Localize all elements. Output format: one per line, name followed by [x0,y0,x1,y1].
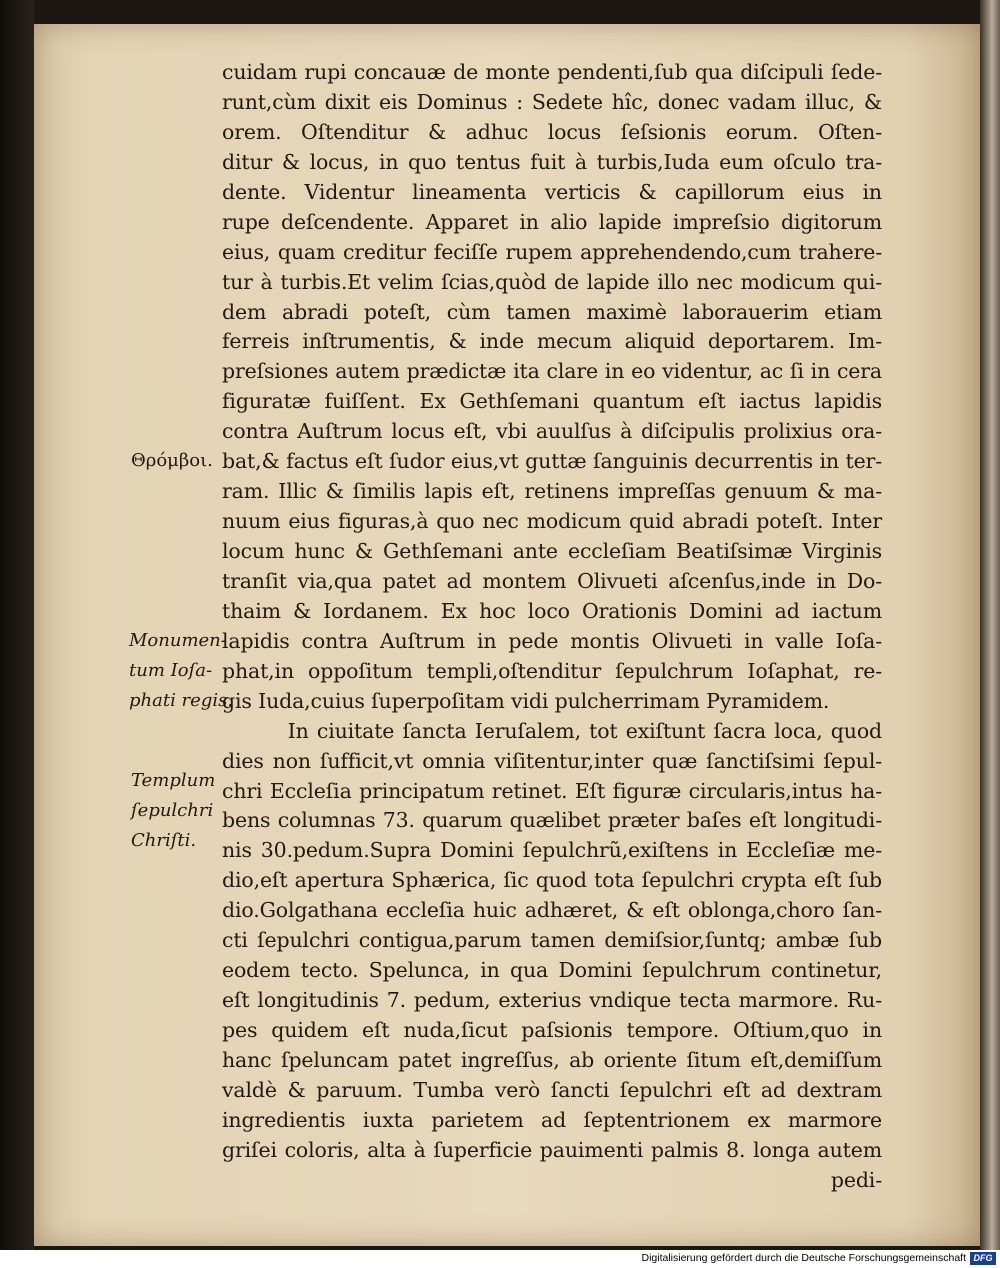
margin-note-monument-2: tum Ioſa- [129,660,213,681]
text-line: thaim & Iordanem. Ex hoc loco Orationis Domini ad iactum [222,598,882,623]
book-gutter [0,0,34,1250]
text-line: locum hunc & Gethſemani ante eccleſiam Beatiſsimæ Virginis [222,539,882,563]
text-line: cuidam rupi concauæ de monte pendenti,ſub qua diſcipuli ſede- [222,60,882,84]
margin-note-greek: Θρόμβοι. [131,450,213,471]
margin-note-monument-1: Monumen- [129,630,227,651]
text-line: rupe deſcendente. Apparet in alio lapide impreſsio digitorum [222,209,882,234]
text-line: gis Iuda,cuius ſuperpoſitam vidi pulcherrimam Pyramidem. [222,688,830,713]
margin-note-monument-3: phati regis. [129,690,234,711]
catchword: pedi- [830,1167,882,1192]
text-line: dem abradi poteſt, cùm tamen maximè laborauerim etiam [222,299,882,324]
text-line: eſt longitudinis 7. pedum, exterius vndique tecta marmore. Ru- [222,988,882,1013]
text-line: ditur & locus, in quo tentus fuit à turbis,Iuda eum oſculo tra- [222,149,882,174]
text-line: lapidis contra Auſtrum in pede montis Olivueti in valle Ioſa- [222,628,882,653]
text-line: chri Eccleſia principatum retinet. Eſt figuræ circularis,intus ha- [222,778,882,803]
body-text [222,58,882,1196]
margin-note-temple-1: Templum [131,770,216,791]
funding-notice: Digitalisierung gefördert durch die Deutsche Forschungsgemeinschaft [641,1252,966,1264]
text-line: nis 30.pedum.Supra Domini ſepulchrũ,exiſtens in Eccleſiæ me- [222,838,882,863]
text-line: eodem tecto. Spelunca, in qua Domini ſepulchrum continetur, [222,958,882,983]
text-line: nuum eius figuras,à quo nec modicum quid abradi poteſt. Inter [222,509,882,534]
text-line: eius, quam creditur feciſſe rupem apprehendendo,cum trahere- [222,239,882,264]
text-line: contra Auſtrum locus eſt, vbi auulſus à diſcipulis prolixius ora- [222,419,882,444]
text-line: valdè & paruum. Tumba verò ſancti ſepulchri eſt ad dextram [222,1077,882,1102]
text-line: dio.Golgathana eccleſia huic adhæret, & eſt oblonga,choro ſan- [222,898,882,923]
text-line: hanc ſpeluncam patet ingreſſus, ab oriente ſitum eſt,demiſſum [222,1047,882,1072]
text-line: pes quidem eſt nuda,ſicut paſsionis tempore. Oſtium,quo in [222,1018,882,1042]
book-edge [980,0,1000,1250]
text-line: ram. Illic & ſimilis lapis eſt, retinens impreſſas genuum & ma- [222,479,882,504]
text-line: tranſit via,qua patet ad montem Olivueti aſcenſus,inde in Do- [222,568,882,593]
text-line: ingredientis iuxta parietem ad ſeptentrionem ex marmore [222,1107,882,1132]
text-line: preſsiones autem prædictæ ita clare in eo videntur, ac ſi in cera [222,359,882,384]
margin-note-temple-2: ſepulchri [131,800,214,821]
text-line: griſei coloris, alta à ſuperficie pauimenti palmis 8. longa autem [222,1137,882,1162]
dfg-logo: DFG [970,1252,996,1265]
text-line: cti ſepulchri contigua,parum tamen demiſsior,ſuntq; ambæ ſub [222,928,882,953]
text-line: bat,& factus eſt ſudor eius,vt guttæ ſanguinis decurrentis in ter- [222,449,882,474]
text-line: In ciuitate ſancta Ieruſalem, tot exiſtunt ſacra loca, quod [222,718,882,743]
text-line: ferreis inſtrumentis, & inde mecum aliquid deportarem. Im- [222,329,882,354]
text-line: figuratæ fuiſſent. Ex Gethſemani quantum eſt iactus lapidis [222,389,882,414]
text-line: orem. Oſtenditur & adhuc locus ſeſsionis eorum. Oſten- [222,119,882,144]
text-line: dies non ſufficit,vt omnia viſitentur,inter quæ ſanctiſsimi ſepul- [222,748,882,773]
text-line: dente. Videntur lineamenta verticis & capillorum eius in [222,179,882,204]
text-line: tur à turbis.Et velim ſcias,quòd de lapide illo nec modicum qui- [222,269,882,294]
text-line: dio,eſt apertura Sphærica, ſic quod tota ſepulchri crypta eſt ſub [222,868,882,893]
text-line: runt,cùm dixit eis Dominus : Sedete hîc, donec vadam illuc, & [222,89,882,114]
text-line: phat,in oppoſitum templi,oſtenditur ſepulchrum Ioſaphat, re- [222,658,882,683]
margin-note-temple-3: Chriſti. [131,830,197,851]
text-line: bens columnas 73. quarum quælibet præter baſes eſt longitudi- [222,808,882,833]
footer-bar [0,1250,1000,1268]
